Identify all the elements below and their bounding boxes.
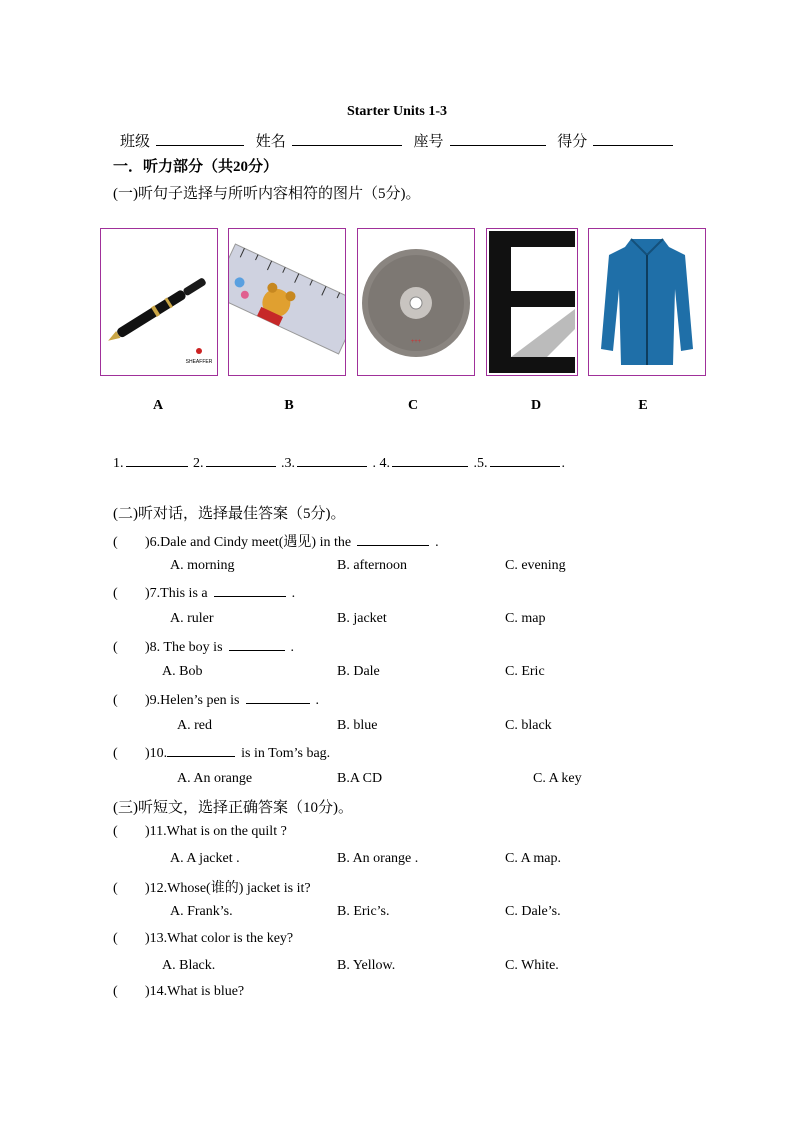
question-stem: 13.What color is the key? bbox=[149, 931, 294, 946]
question-11 bbox=[113, 824, 287, 840]
paren-open: ( bbox=[113, 693, 118, 708]
option-c[interactable]: C. A map. bbox=[505, 851, 562, 866]
question-blank[interactable] bbox=[214, 584, 286, 597]
pen-brand: SHEAFFER bbox=[185, 359, 213, 365]
question-end: is in Tom’s bag. bbox=[241, 746, 331, 761]
option-c[interactable]: C. A key bbox=[533, 771, 582, 786]
option-c[interactable]: C. White. bbox=[505, 958, 559, 973]
paren-close: ) bbox=[145, 535, 150, 550]
cd-icon bbox=[358, 229, 474, 375]
answer-label-4: . 4. bbox=[372, 456, 390, 471]
question-stem: 11.What is on the quilt ? bbox=[149, 824, 287, 839]
option-b[interactable]: B. blue bbox=[337, 718, 378, 733]
option-b[interactable]: B. Yellow. bbox=[337, 958, 396, 973]
paren-close: ) bbox=[145, 693, 150, 708]
name-field[interactable] bbox=[292, 131, 402, 146]
option-b[interactable]: B. Eric’s. bbox=[337, 904, 390, 919]
section-heading: 一．听力部分（共20分） bbox=[113, 159, 279, 175]
question-7 bbox=[113, 584, 295, 602]
part3-instruction: (三)听短文，选择正确答案（10分)。 bbox=[113, 800, 353, 816]
question-14 bbox=[113, 984, 244, 1000]
question-6 bbox=[113, 531, 439, 551]
option-a[interactable]: A. red bbox=[177, 718, 212, 733]
answer-label-2: 2. bbox=[193, 456, 204, 471]
picture-e bbox=[588, 228, 706, 376]
option-c[interactable]: C. map bbox=[505, 611, 546, 626]
score-field[interactable] bbox=[593, 131, 673, 146]
paren-close: ) bbox=[145, 586, 150, 601]
paren-open: ( bbox=[113, 535, 118, 550]
picture-letter-e: E bbox=[638, 398, 648, 413]
picture-d bbox=[486, 228, 578, 376]
question-end: . bbox=[290, 640, 295, 655]
question-blank[interactable] bbox=[246, 691, 310, 704]
option-a[interactable]: A. Bob bbox=[162, 664, 203, 679]
jacket-icon bbox=[589, 229, 705, 375]
question-stem: 10. bbox=[149, 746, 168, 761]
question-9 bbox=[113, 691, 319, 709]
option-a[interactable]: A. Black. bbox=[162, 958, 216, 973]
answer-label-5: .5. bbox=[473, 456, 488, 471]
answer-blank-3[interactable] bbox=[297, 452, 367, 467]
answer-blank-4[interactable] bbox=[392, 452, 468, 467]
ruler-icon bbox=[229, 229, 345, 375]
question-blank[interactable] bbox=[167, 744, 235, 757]
answer-label-1: 1. bbox=[113, 456, 124, 471]
paren-open: ( bbox=[113, 931, 118, 946]
student-info-line bbox=[120, 130, 681, 151]
option-b[interactable]: B. An orange . bbox=[337, 851, 419, 866]
question-blank[interactable] bbox=[229, 638, 285, 651]
answer-blank-1[interactable] bbox=[126, 452, 188, 467]
picture-letter-b: B bbox=[284, 398, 294, 413]
picture-c bbox=[357, 228, 475, 376]
answer-blank-2[interactable] bbox=[206, 452, 276, 467]
question-12 bbox=[113, 877, 311, 897]
question-stem: 7.This is a bbox=[149, 586, 208, 601]
paren-close: ) bbox=[145, 640, 150, 655]
option-a[interactable]: A. An orange bbox=[177, 771, 253, 786]
answer-end: . bbox=[561, 456, 565, 471]
option-c[interactable]: C. black bbox=[505, 718, 552, 733]
answer-label-3: .3. bbox=[281, 456, 295, 471]
picture-letter-d: D bbox=[530, 398, 542, 413]
question-10 bbox=[113, 744, 330, 762]
option-b[interactable]: B.A CD bbox=[337, 771, 383, 786]
option-c[interactable]: C. Eric bbox=[505, 664, 545, 679]
paren-close: ) bbox=[145, 931, 150, 946]
paren-open: ( bbox=[113, 824, 118, 839]
class-field[interactable] bbox=[156, 131, 244, 146]
letter-e-icon bbox=[487, 229, 577, 375]
question-end: . bbox=[291, 586, 296, 601]
picture-letter-c: C bbox=[407, 398, 419, 413]
question-stem: 14.What is blue? bbox=[149, 984, 245, 999]
question-stem: 12.Whose(谁的) jacket is it? bbox=[149, 881, 311, 896]
question-blank[interactable] bbox=[357, 533, 429, 546]
part2-instruction: (二)听对话，选择最佳答案（5分)。 bbox=[113, 506, 346, 522]
answer-blank-5[interactable] bbox=[490, 452, 560, 467]
option-a[interactable]: A. ruler bbox=[170, 611, 214, 626]
pen-icon bbox=[101, 229, 217, 375]
option-a[interactable]: A. A jacket . bbox=[170, 851, 240, 866]
paren-open: ( bbox=[113, 881, 118, 896]
question-13 bbox=[113, 931, 293, 947]
score-label: 得分 bbox=[557, 134, 588, 150]
paren-open: ( bbox=[113, 640, 118, 655]
paren-close: ) bbox=[145, 881, 150, 896]
page-title: Starter Units 1-3 bbox=[346, 104, 448, 119]
question-end: . bbox=[315, 693, 319, 708]
question-8 bbox=[113, 638, 294, 656]
option-a[interactable]: A. Frank’s. bbox=[170, 904, 233, 919]
name-label: 姓名 bbox=[255, 134, 286, 150]
seat-field[interactable] bbox=[450, 131, 546, 146]
question-stem: 6.Dale and Cindy meet(遇见) in the bbox=[149, 535, 352, 550]
picture-b bbox=[228, 228, 346, 376]
picture-a bbox=[100, 228, 218, 376]
question-stem: 9.Helen’s pen is bbox=[149, 693, 240, 708]
paren-close: ) bbox=[145, 824, 150, 839]
paren-close: ) bbox=[145, 984, 150, 999]
question-stem: 8. The boy is bbox=[149, 640, 223, 655]
option-b[interactable]: B. jacket bbox=[337, 611, 387, 626]
option-a[interactable]: A. morning bbox=[170, 558, 235, 573]
paren-open: ( bbox=[113, 746, 118, 761]
option-b[interactable]: B. afternoon bbox=[337, 558, 407, 573]
question-end: . bbox=[435, 535, 439, 550]
paren-close: ) bbox=[145, 746, 150, 761]
part1-instruction: (一)听句子选择与所听内容相符的图片（5分)。 bbox=[113, 186, 421, 202]
option-c[interactable]: C. Dale’s. bbox=[505, 904, 561, 919]
cd-mark: +++ bbox=[410, 339, 422, 345]
paren-open: ( bbox=[113, 984, 118, 999]
seat-label: 座号 bbox=[413, 134, 444, 150]
picture-letter-a: A bbox=[152, 398, 164, 413]
answer-row bbox=[113, 452, 565, 472]
option-c[interactable]: C. evening bbox=[505, 558, 566, 573]
paren-open: ( bbox=[113, 586, 118, 601]
option-b[interactable]: B. Dale bbox=[337, 664, 380, 679]
class-label: 班级 bbox=[120, 134, 151, 150]
